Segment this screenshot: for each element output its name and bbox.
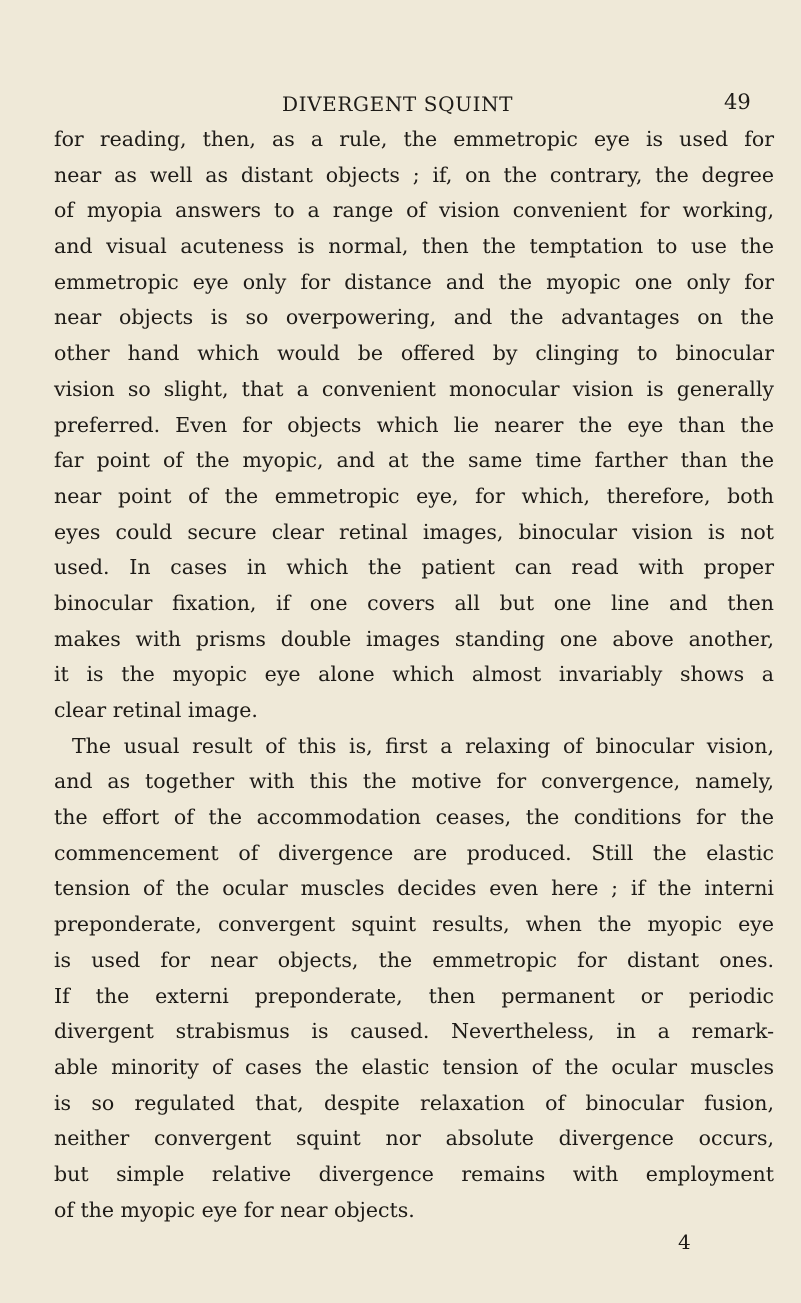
text-line: is so regulated that, despite relaxation of binocular fusion, <box>54 1090 774 1115</box>
text-line: divergent strabismus is caused. Nevertheless, in a remark- <box>54 1019 774 1044</box>
text-line: neither convergent squint nor absolute divergence occurs, <box>54 1126 774 1151</box>
text-line: preponderate, convergent squint results, when the myopic eye <box>54 912 774 937</box>
running-head-title: DIVERGENT SQUINT <box>282 92 514 116</box>
text-line: the effort of the accommodation ceases, the conditions for the <box>54 805 774 830</box>
text-line: commencement of divergence are produced. Still the elastic <box>54 840 774 865</box>
text-line: eyes could secure clear retinal images, binocular vision is not <box>54 519 774 544</box>
text-line: and as together with this the motive for convergence, namely, <box>54 769 774 794</box>
text-line: of myopia answers to a range of vision convenient for working, <box>54 198 774 223</box>
text-line: able minority of cases the elastic tension of the ocular muscles <box>54 1054 774 1079</box>
text-line: is used for near objects, the emmetropic for distant ones. <box>54 947 774 972</box>
signature-mark: 4 <box>678 1230 691 1254</box>
paragraph-1 <box>54 122 774 729</box>
text-line: far point of the myopic, and at the same time farther than the <box>54 448 774 473</box>
text-line: used. In cases in which the patient can read with proper <box>54 555 774 580</box>
page-number: 49 <box>724 90 751 114</box>
text-line: clear retinal image. <box>54 698 258 722</box>
body-text <box>54 122 774 1228</box>
paragraph-2 <box>54 729 774 1229</box>
text-line: but simple relative divergence remains with employment <box>54 1161 774 1186</box>
text-line: it is the myopic eye alone which almost invariably shows a <box>54 662 774 687</box>
text-line: vision so slight, that a convenient monocular vision is generally <box>54 376 774 401</box>
text-line: near as well as distant objects ; if, on the contrary, the degree <box>54 162 774 187</box>
text-line: other hand which would be offered by clinging to binocular <box>54 341 774 366</box>
text-line: and visual acuteness is normal, then the temptation to use the <box>54 234 774 259</box>
text-line: for reading, then, as a rule, the emmetropic eye is used for <box>54 127 774 151</box>
text-line: near objects is so overpowering, and the advantages on the <box>54 305 774 330</box>
text-line: binocular fixation, if one covers all but one line and then <box>54 590 774 615</box>
text-line: emmetropic eye only for distance and the myopic one only for <box>54 269 774 294</box>
text-line: The usual result of this is, first a relaxing of binocular vision, <box>72 733 774 758</box>
text-line: of the myopic eye for near objects. <box>54 1197 415 1222</box>
text-line: near point of the emmetropic eye, for which, therefore, both <box>54 483 774 508</box>
text-line: tension of the ocular muscles decides even here ; if the interni <box>54 876 774 901</box>
text-line: preferred. Even for objects which lie nearer the eye than the <box>54 412 774 437</box>
text-line: If the externi preponderate, then permanent or periodic <box>54 983 774 1008</box>
text-line: makes with prisms double images standing one above another, <box>54 626 774 651</box>
